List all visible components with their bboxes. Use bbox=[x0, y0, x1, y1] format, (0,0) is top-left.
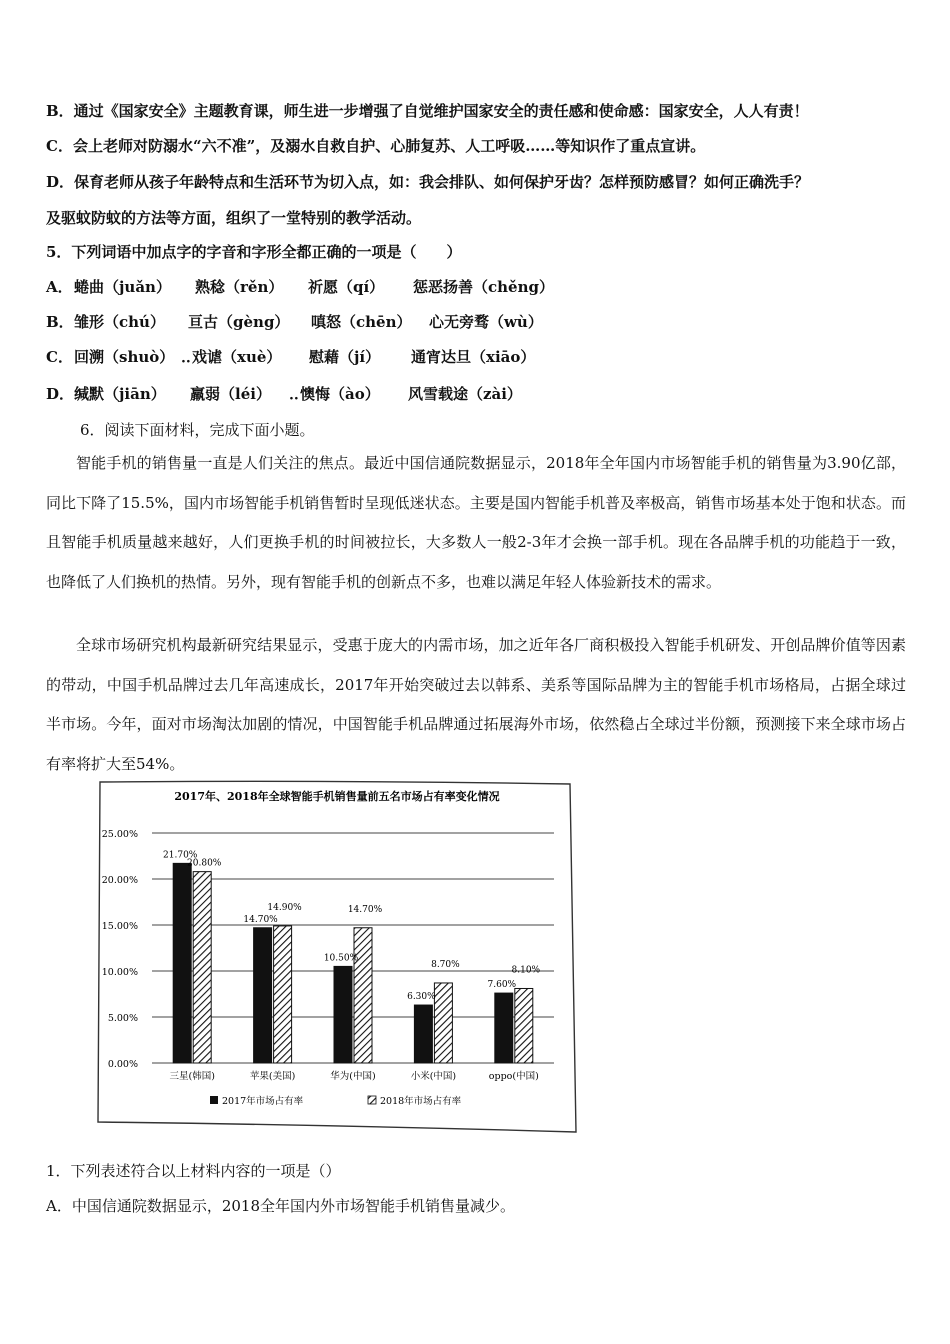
y-tick-label: 15.00% bbox=[101, 921, 138, 932]
q6-sub1-option-a: A．中国信通院数据显示，2018全年国内外市场智能手机销售量减少。 bbox=[46, 1197, 516, 1215]
q4-option-c: C．会上老师对防溺水“六不准”，及溺水自救自护、心肺复苏、人工呼吸……等知识作了重点宣讲。 bbox=[46, 137, 706, 155]
category-label: oppo(中国) bbox=[488, 1071, 539, 1082]
data-label: 8.70% bbox=[431, 959, 460, 970]
option-word: 通宵达旦（xiāo） bbox=[411, 348, 536, 366]
bar-2017 bbox=[173, 863, 191, 1063]
option-word: 羸弱（léi） bbox=[190, 385, 271, 403]
data-label: 10.50% bbox=[323, 953, 359, 964]
option-word: 心无旁骛（wù） bbox=[429, 313, 543, 331]
data-label: 21.70% bbox=[163, 850, 198, 861]
option-word: 回溯（shuò） bbox=[74, 348, 175, 366]
passage-paragraph-2: 全球市场研究机构最新研究结果显示，受惠于庞大的内需市场，加之近年各厂商积极投入智能手机研发、开创品牌价值等因素的带动，中国手机品牌过去几年高速成长，2017年开始突破过去以韩系、美系等国际品牌为主的智能手机市场格局，占据全球过半市场。今年，面对市场淘汰加剧的情况，中国智能手机品牌通过拓展海外市场，依然稳占全球过半份额，预测接下来全球市场占有率将扩大至54%。 bbox=[46, 636, 906, 773]
option-word: 蜷曲（juǎn） bbox=[74, 278, 171, 296]
category-label: 苹果(美国) bbox=[249, 1071, 296, 1082]
bar-2017 bbox=[254, 928, 272, 1063]
data-label: 20.80% bbox=[187, 858, 222, 869]
bar-2018 bbox=[434, 983, 452, 1063]
q4-option-d-line2: 及驱蚊防蚊的方法等方面，组织了一堂特别的教学活动。 bbox=[46, 209, 422, 227]
data-label: 7.60% bbox=[487, 980, 517, 991]
data-label: 14.70% bbox=[347, 904, 383, 915]
bar-2018 bbox=[193, 872, 211, 1063]
data-label: 8.10% bbox=[511, 965, 541, 976]
bar-2018 bbox=[515, 988, 533, 1063]
category-label: 华为(中国) bbox=[330, 1071, 376, 1082]
category-label: 三星(韩国) bbox=[169, 1071, 215, 1082]
option-word: 惩恶扬善（chěng） bbox=[413, 278, 554, 296]
data-label: 6.30% bbox=[407, 992, 436, 1003]
legend-label-2018: 2018年市场占有率 bbox=[380, 1096, 462, 1107]
data-label: 14.70% bbox=[243, 914, 278, 925]
y-tick-label: 20.00% bbox=[101, 875, 138, 886]
y-tick-label: 0.00% bbox=[107, 1059, 138, 1070]
category-label: 小米(中国) bbox=[410, 1071, 457, 1082]
option-word: 亘古（gèng） bbox=[188, 313, 290, 331]
q4-option-b: B．通过《国家安全》主题教育课，师生进一步增强了自觉维护国家安全的责任感和使命感：国家安全，人人有责！ bbox=[46, 102, 809, 120]
legend-swatch-2018 bbox=[368, 1096, 376, 1104]
option-letter: C． bbox=[46, 348, 73, 366]
legend-label-2017: 2017年市场占有率 bbox=[222, 1096, 304, 1107]
emphasis-dots-icon: ·· bbox=[289, 391, 299, 407]
option-word: 戏谑（xuè） bbox=[192, 348, 282, 366]
bar-2018 bbox=[274, 926, 292, 1063]
chart-title: 2017年、2018年全球智能手机销售量前五名市场占有率变化情况 bbox=[174, 790, 500, 803]
option-word: 祈愿（qí） bbox=[308, 278, 385, 296]
option-letter: B． bbox=[46, 313, 74, 331]
y-tick-label: 10.00% bbox=[101, 967, 138, 978]
option-word: 雏形（chú） bbox=[74, 313, 165, 331]
q6-stem: 6．阅读下面材料，完成下面小题。 bbox=[80, 421, 315, 439]
option-letter: A． bbox=[46, 278, 73, 296]
market-share-chart bbox=[92, 780, 577, 1133]
bar-2017 bbox=[334, 966, 352, 1063]
y-tick-label: 25.00% bbox=[101, 829, 138, 840]
bar-2018 bbox=[354, 928, 372, 1063]
bar-2017 bbox=[414, 1005, 432, 1063]
legend-swatch-2017 bbox=[210, 1096, 218, 1104]
q5-stem: 5．下列词语中加点字的字音和字形全都正确的一项是（ ） bbox=[46, 243, 462, 261]
y-tick-label: 5.00% bbox=[107, 1013, 138, 1024]
option-word: 风雪载途（zài） bbox=[408, 385, 522, 403]
emphasis-dots-icon: ·· bbox=[181, 354, 191, 370]
option-word: 熟稔（rěn） bbox=[195, 278, 284, 296]
passage-paragraph-1: 智能手机的销售量一直是人们关注的焦点。最近中国信通院数据显示，2018年全年国内市场智能手机的销售量为3.90亿部，同比下降了15.5%，国内市场智能手机销售暂时呈现低迷状态。主要是国内智能手机普及率极高，销售市场基本处于饱和状态。而且智能手机质量越来越好，人们更换手机的时间被拉长，大多数人一般2-3年才会换一部手机。现在各品牌手机的功能趋于一致，也降低了人们换机的热情。另外，现有智能手机的创新点不多，也难以满足年轻人体验新技术的需求。 bbox=[46, 454, 906, 591]
option-word: 慰藉（jí） bbox=[309, 348, 381, 366]
option-word: 懊悔（ào） bbox=[300, 385, 380, 403]
chart-svg bbox=[92, 780, 577, 1133]
option-word: 嗔怒（chēn） bbox=[311, 313, 412, 331]
q4-option-d-line1: D．保育老师从孩子年龄特点和生活环节为切入点，如：我会排队、如何保护牙齿？怎样预防感冒？如何正确洗手？ bbox=[46, 173, 810, 191]
bar-2017 bbox=[495, 993, 513, 1063]
data-label: 14.90% bbox=[267, 902, 302, 913]
q6-sub1-stem: 1．下列表述符合以上材料内容的一项是（） bbox=[46, 1162, 341, 1180]
option-letter: D． bbox=[46, 385, 75, 403]
option-word: 缄默（jiān） bbox=[74, 385, 166, 403]
